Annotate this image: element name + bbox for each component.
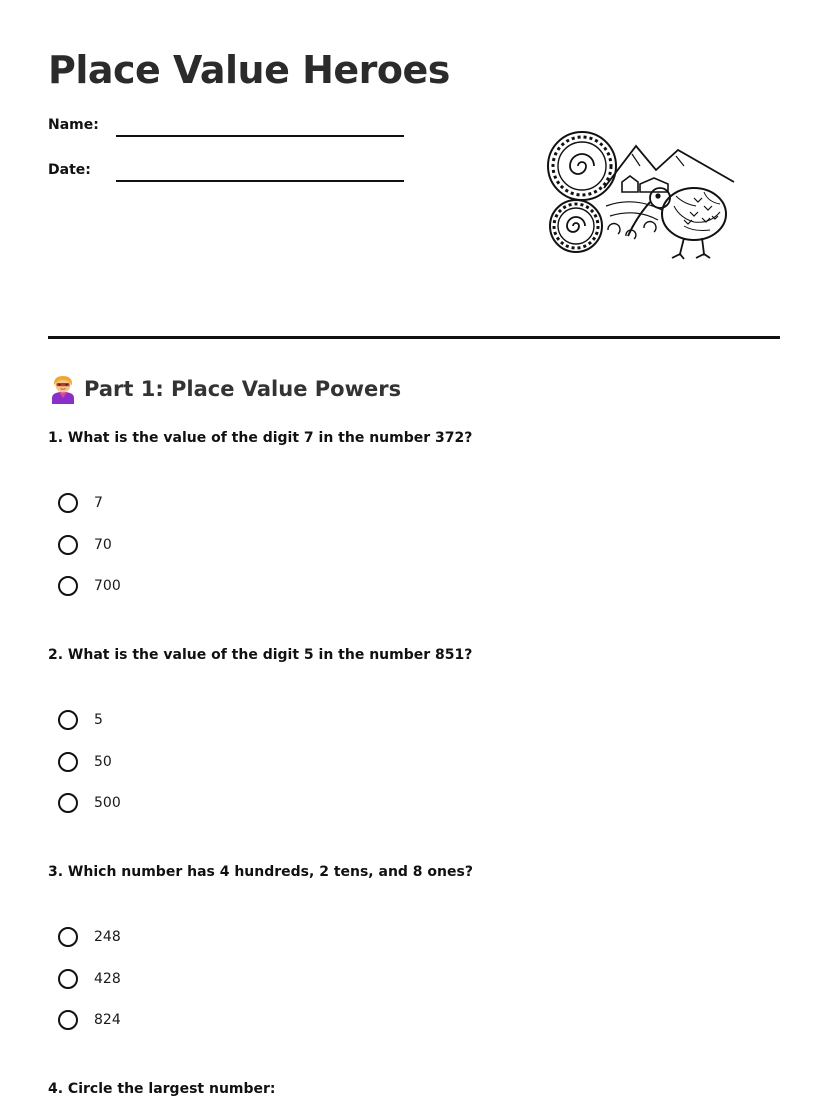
- section-header: [48, 374, 401, 404]
- name-label: Name:: [48, 117, 99, 133]
- date-label: Date:: [48, 162, 91, 178]
- question-1: 1. What is the value of the digit 7 in the number 372?: [48, 430, 473, 446]
- option-q2-b[interactable]: [58, 750, 121, 774]
- section-divider: [48, 336, 780, 339]
- kiwi-mountains-logo-icon: [544, 126, 740, 260]
- name-input-line[interactable]: [116, 135, 404, 137]
- option-q3-c[interactable]: [58, 1008, 121, 1032]
- option-q3-b[interactable]: [58, 967, 121, 991]
- option-label: 7: [94, 495, 103, 511]
- radio-button[interactable]: [58, 1010, 78, 1030]
- date-input-line[interactable]: [116, 180, 404, 182]
- radio-button[interactable]: [58, 927, 78, 947]
- option-q1-a[interactable]: [58, 491, 121, 515]
- radio-button[interactable]: [58, 710, 78, 730]
- question-2-options: [58, 708, 121, 833]
- option-q2-c[interactable]: [58, 791, 121, 815]
- option-label: 5: [94, 712, 103, 728]
- page-title: Place Value Heroes: [48, 48, 450, 92]
- option-label: 50: [94, 753, 112, 770]
- option-q3-a[interactable]: [58, 925, 121, 949]
- radio-button[interactable]: [58, 969, 78, 989]
- radio-button[interactable]: [58, 752, 78, 772]
- radio-button[interactable]: [58, 535, 78, 555]
- option-label: 700: [94, 578, 121, 594]
- radio-button[interactable]: [58, 576, 78, 596]
- question-3-options: [58, 925, 121, 1050]
- option-q2-a[interactable]: [58, 708, 121, 732]
- name-field: [48, 117, 404, 133]
- option-label: 70: [94, 536, 112, 553]
- radio-button[interactable]: [58, 493, 78, 513]
- radio-button[interactable]: [58, 793, 78, 813]
- option-label: 824: [94, 1012, 121, 1028]
- worksheet-page: [48, 0, 780, 1118]
- question-2: 2. What is the value of the digit 5 in the number 851?: [48, 647, 473, 663]
- date-field: [48, 162, 404, 178]
- option-label: 500: [94, 795, 121, 811]
- option-q1-c[interactable]: [58, 574, 121, 598]
- section-title: Part 1: Place Value Powers: [84, 377, 402, 401]
- option-label: 248: [94, 929, 121, 945]
- option-label: 428: [94, 970, 121, 987]
- superhero-emoji-icon: [48, 374, 78, 404]
- question-4: 4. Circle the largest number:: [48, 1081, 276, 1097]
- option-q1-b[interactable]: [58, 533, 121, 557]
- question-3: 3. Which number has 4 hundreds, 2 tens, and 8 ones?: [48, 864, 473, 880]
- question-1-options: [58, 491, 121, 616]
